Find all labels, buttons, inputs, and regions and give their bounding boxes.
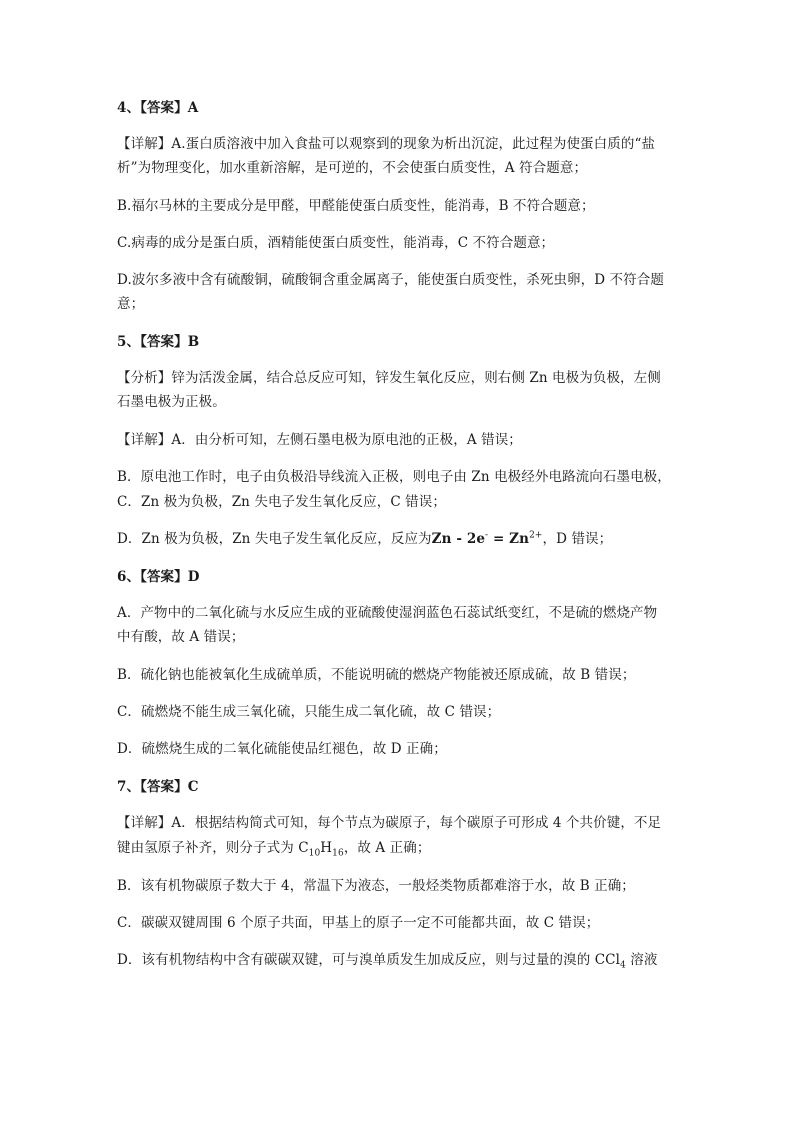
equation-rhs: = Zn — [488, 531, 530, 547]
q5-line-6-text: D．Zn 极为负极，Zn 失电子发生氧化反应，反应为 — [117, 531, 432, 547]
q7-line-2 — [117, 838, 687, 858]
q4-line-2: 析”为物理变化，加水重新溶解，是可逆的，不会使蛋白质变性，A 符合题意； — [117, 160, 588, 176]
q7-line-4: C．碳碳双键周围 6 个原子共面，甲基上的原子一定不可能都共面，故 C 错误； — [117, 915, 600, 931]
q4-line-6: 意； — [117, 296, 145, 312]
q5-line-6-end: ，D 错误； — [542, 531, 613, 547]
formula-sub-ccl4: 4 — [620, 960, 626, 971]
q6-line-5: D．硫燃烧生成的二氧化硫能使品红褪色，故 D 正确； — [117, 741, 447, 757]
q5-line-6 — [117, 529, 687, 549]
q6-line-3: B．硫化钠也能被氧化生成硫单质，不能说明硫的燃烧产物能被还原成硫，故 B 错误； — [117, 667, 636, 683]
formula-sub-hydrogen: 16 — [332, 848, 344, 859]
q6-line-4: C．硫燃烧不能生成三氧化硫，只能生成二氧化硫，故 C 错误； — [117, 704, 501, 720]
q4-line-3: B.福尔马林的主要成分是甲醛，甲醛能使蛋白质变性，能消毒，B 不符合题意； — [117, 198, 595, 214]
q5-line-1: 【分析】锌为活泼金属，结合总反应可知，锌发生氧化反应，则右侧 Zn 电极为负极，左侧 — [117, 370, 661, 386]
equation-lhs: Zn - 2e — [431, 531, 486, 547]
q7-line-2-text: 键由氢原子补齐，则分子式为 C — [117, 840, 309, 856]
q4-line-5: D.波尔多液中含有硫酸铜，硫酸铜含重金属离子，能使蛋白质变性，杀死虫卵，D 不符合题 — [117, 272, 664, 288]
q4-line-1: 【详解】A.蛋白质溶液中加入食盐可以观察到的现象为析出沉淀，此过程为使蛋白质的“盐 — [117, 136, 656, 152]
q5-line-3: 【详解】A．由分析可知，左侧石墨电极为原电池的正极，A 错误； — [117, 432, 522, 448]
q7-line-5 — [117, 950, 687, 970]
equation-sup-electron: - — [485, 530, 489, 541]
formula-hydrogen: H — [320, 840, 333, 856]
q7-heading: 7、【答案】C — [117, 779, 199, 795]
q7-line-1: 【详解】A．根据结构简式可知，每个节点为碳原子，每个碳原子可形成 4 个共价键，不足 — [117, 815, 662, 831]
q5-heading: 5、【答案】B — [117, 334, 200, 350]
q4-heading: 4、【答案】A — [117, 100, 199, 116]
q7-line-5-end: 溶液 — [625, 952, 658, 968]
q5-line-2: 石墨电极为正极。 — [117, 394, 226, 410]
q5-line-5: C．Zn 极为负极，Zn 失电子发生氧化反应，C 错误； — [117, 494, 446, 510]
q7-line-2-end: ，故 A 正确； — [343, 840, 431, 856]
equation-sup-charge: 2+ — [529, 530, 543, 541]
q6-line-1: A．产物中的二氧化硫与水反应生成的亚硫酸使湿润蓝色石蕊试纸变红，不是硫的燃烧产物 — [117, 605, 658, 621]
q7-line-5-text: D．该有机物结构中含有碳碳双键，可与溴单质发生加成反应，则与过量的溴的 CCl — [117, 952, 620, 968]
formula-sub-carbon: 10 — [308, 848, 321, 859]
q6-heading: 6、【答案】D — [117, 569, 200, 585]
q4-line-4: C.病毒的成分是蛋白质，酒精能使蛋白质变性，能消毒，C 不符合题意； — [117, 235, 555, 251]
q7-line-3: B．该有机物碳原子数大于 4，常温下为液态，一般烃类物质都难溶于水，故 B 正确； — [117, 878, 635, 894]
q6-line-2: 中有酸，故 A 错误； — [117, 629, 245, 645]
q5-line-4: B．原电池工作时，电子由负极沿导线流入正极，则电子由 Zn 电极经外电路流向石墨电极， — [117, 469, 671, 485]
